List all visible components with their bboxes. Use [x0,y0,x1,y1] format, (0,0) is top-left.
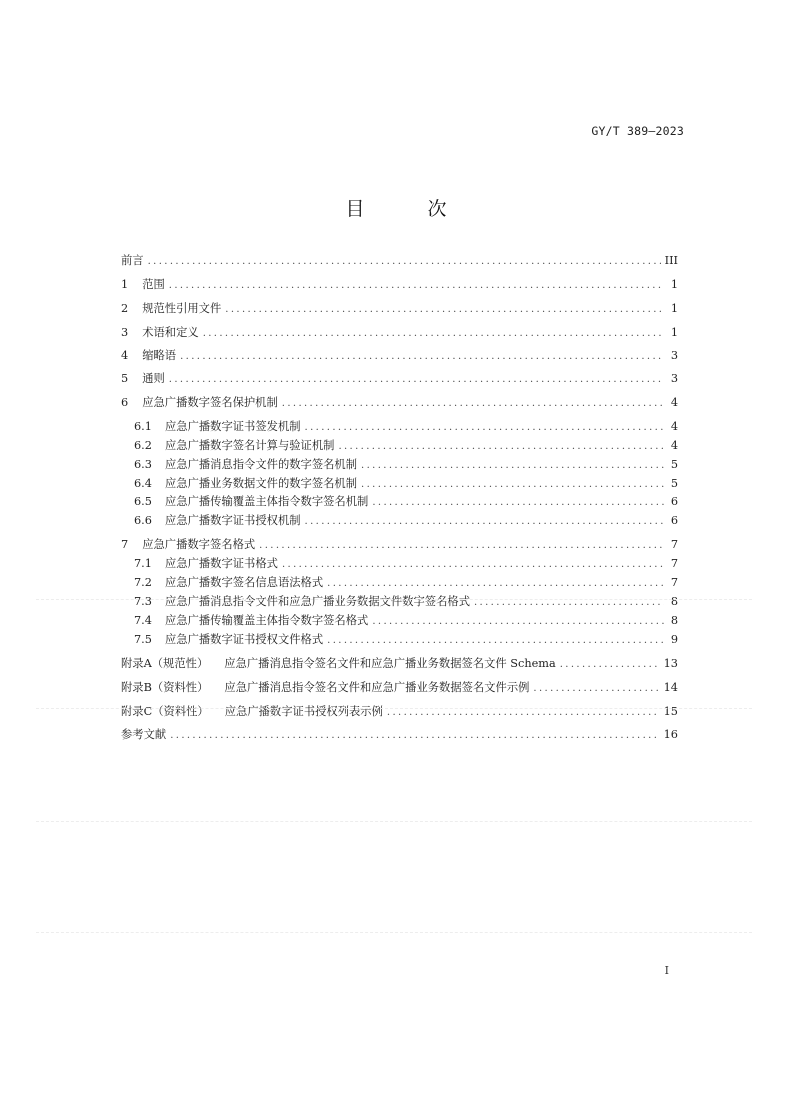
toc-entry-page: 7 [670,538,678,551]
toc-entry-number: 6.1 [134,420,152,433]
toc-entry[interactable] [121,252,678,270]
toc-leader-dots [305,513,664,531]
page-number: I [664,964,669,977]
toc-entry[interactable] [121,370,678,388]
toc-entry-page: 8 [670,595,678,608]
toc-entry-title: 应急广播数字签名信息语法格式 [164,576,324,589]
toc-leader-dots [533,680,659,698]
divider [36,821,752,822]
toc-entry[interactable] [134,512,678,530]
toc-entry[interactable] [121,347,678,365]
toc-leader-dots [148,253,661,271]
toc-leader-dots [305,419,664,437]
toc-entry-number: 1 [121,278,129,291]
toc-entry-page: 3 [670,349,678,362]
toc-entry-title: 应急广播消息指令文件和应急广播业务数据文件数字签名格式 [164,595,470,608]
toc-entry-page: 1 [670,326,678,339]
toc-entry-number: 附录C（资料性） [121,705,209,718]
toc-entry-number: 附录B（资料性） [121,681,209,694]
toc-entry-page: 15 [663,705,678,718]
toc-entry-title: 应急广播数字签名计算与验证机制 [164,439,335,452]
toc-entry-page: 6 [670,514,678,527]
toc-entry[interactable] [134,593,678,611]
toc-entry[interactable] [121,655,678,673]
toc-entry[interactable] [134,418,678,436]
toc-entry-number: 6.4 [134,477,152,490]
divider [36,708,752,709]
toc-entry-title: 通则 [142,372,165,385]
toc-leader-dots [170,727,659,745]
toc-entry-title: 范围 [142,278,165,291]
toc-entry[interactable] [121,276,678,294]
toc-entry-number: 7.2 [134,576,152,589]
divider [36,932,752,933]
toc-leader-dots [372,613,664,631]
toc-entry-title: 术语和定义 [142,326,199,339]
toc-entry-title: 应急广播数字证书授权机制 [164,514,301,527]
toc-entry[interactable] [134,631,678,649]
toc-entry[interactable] [134,437,678,455]
toc-leader-dots [361,476,664,494]
toc-entry-page: 5 [670,458,678,471]
toc-entry[interactable] [134,456,678,474]
toc-leader-dots [282,556,664,574]
toc-entry-title: 应急广播消息指令签名文件和应急广播业务数据签名文件示例 [224,681,530,694]
toc-entry-number: 7.5 [134,633,152,646]
toc-entry[interactable] [121,394,678,412]
toc-leader-dots [169,371,664,389]
toc-entry-title: 应急广播数字签名格式 [142,538,256,551]
toc-entry-title: 应急广播传输覆盖主体指令数字签名格式 [164,614,369,627]
divider [36,599,752,600]
toc-title: 目 次 [345,198,469,220]
toc-entry-title: 缩略语 [142,349,177,362]
toc-entry-number: 附录A（规范性） [121,657,209,670]
toc-leader-dots [474,594,664,612]
toc-entry-page: 4 [670,396,678,409]
toc-leader-dots [387,704,660,722]
toc-entry-number: 3 [121,326,129,339]
toc-entry-title: 应急广播数字证书签发机制 [164,420,301,433]
toc-entry[interactable] [121,726,678,744]
document-code: GY/T 389—2023 [591,124,684,138]
toc-entry-title: 规范性引用文件 [142,302,222,315]
toc-entry[interactable] [121,300,678,318]
toc-entry-title: 前言 [121,254,144,267]
toc-entry-page: 4 [670,439,678,452]
toc-leader-dots [327,632,664,650]
toc-entry-title: 应急广播数字签名保护机制 [142,396,278,409]
toc-entry-page: 9 [670,633,678,646]
toc-entry[interactable] [134,555,678,573]
toc-entry-title: 应急广播传输覆盖主体指令数字签名机制 [164,495,369,508]
toc-entry-page: 14 [663,681,678,694]
toc-entry-number: 6.2 [134,439,152,452]
toc-entry[interactable] [134,475,678,493]
toc-entry-number: 6 [121,396,129,409]
toc-entry-page: 5 [670,477,678,490]
toc-entry[interactable] [134,612,678,630]
toc-leader-dots [282,395,664,413]
toc-leader-dots [560,656,660,674]
toc-entry[interactable] [121,679,678,697]
toc-entry-title: 参考文献 [121,728,167,741]
toc-leader-dots [372,494,664,512]
toc-leader-dots [169,277,664,295]
toc-entry-page: 1 [670,302,678,315]
toc-leader-dots [225,301,664,319]
toc-entry-page: 7 [670,576,678,589]
toc-entry-title: 应急广播数字证书格式 [164,557,278,570]
toc-entry-title: 应急广播业务数据文件的数字签名机制 [164,477,358,490]
toc-entry-page: 4 [670,420,678,433]
toc-entry-page: 1 [670,278,678,291]
toc-leader-dots [327,575,664,593]
toc-entry-page: 6 [670,495,678,508]
toc-entry-number: 7 [121,538,129,551]
toc-entry-page: 3 [670,372,678,385]
toc-entry[interactable] [121,703,678,721]
toc-entry-number: 4 [121,349,129,362]
toc-entry-number: 7.4 [134,614,152,627]
toc-leader-dots [259,537,664,555]
toc-leader-dots [361,457,664,475]
toc-leader-dots [203,325,664,343]
toc-entry[interactable] [134,574,678,592]
toc-entry[interactable] [134,493,678,511]
toc-entry[interactable] [121,324,678,342]
toc-entry-page: 13 [663,657,678,670]
toc-entry-title: 应急广播数字证书授权列表示例 [224,705,383,718]
toc-entry-title: 应急广播消息指令签名文件和应急广播业务数据签名文件 Schema [224,657,556,670]
toc-entry[interactable] [121,536,678,554]
toc-entry-number: 6.6 [134,514,152,527]
toc-entry-title: 应急广播消息指令文件的数字签名机制 [164,458,358,471]
toc-entry-number: 2 [121,302,129,315]
toc-entry-page: 8 [670,614,678,627]
toc-entry-page: III [664,254,678,267]
toc-entry-number: 5 [121,372,129,385]
toc-entry-page: 7 [670,557,678,570]
toc-entry-number: 6.5 [134,495,152,508]
toc-leader-dots [338,438,664,456]
toc-entry-number: 6.3 [134,458,152,471]
toc-entry-title: 应急广播数字证书授权文件格式 [164,633,324,646]
toc-entry-number: 7.1 [134,557,152,570]
toc-entry-page: 16 [663,728,678,741]
toc-leader-dots [180,348,664,366]
toc-entry-number: 7.3 [134,595,152,608]
